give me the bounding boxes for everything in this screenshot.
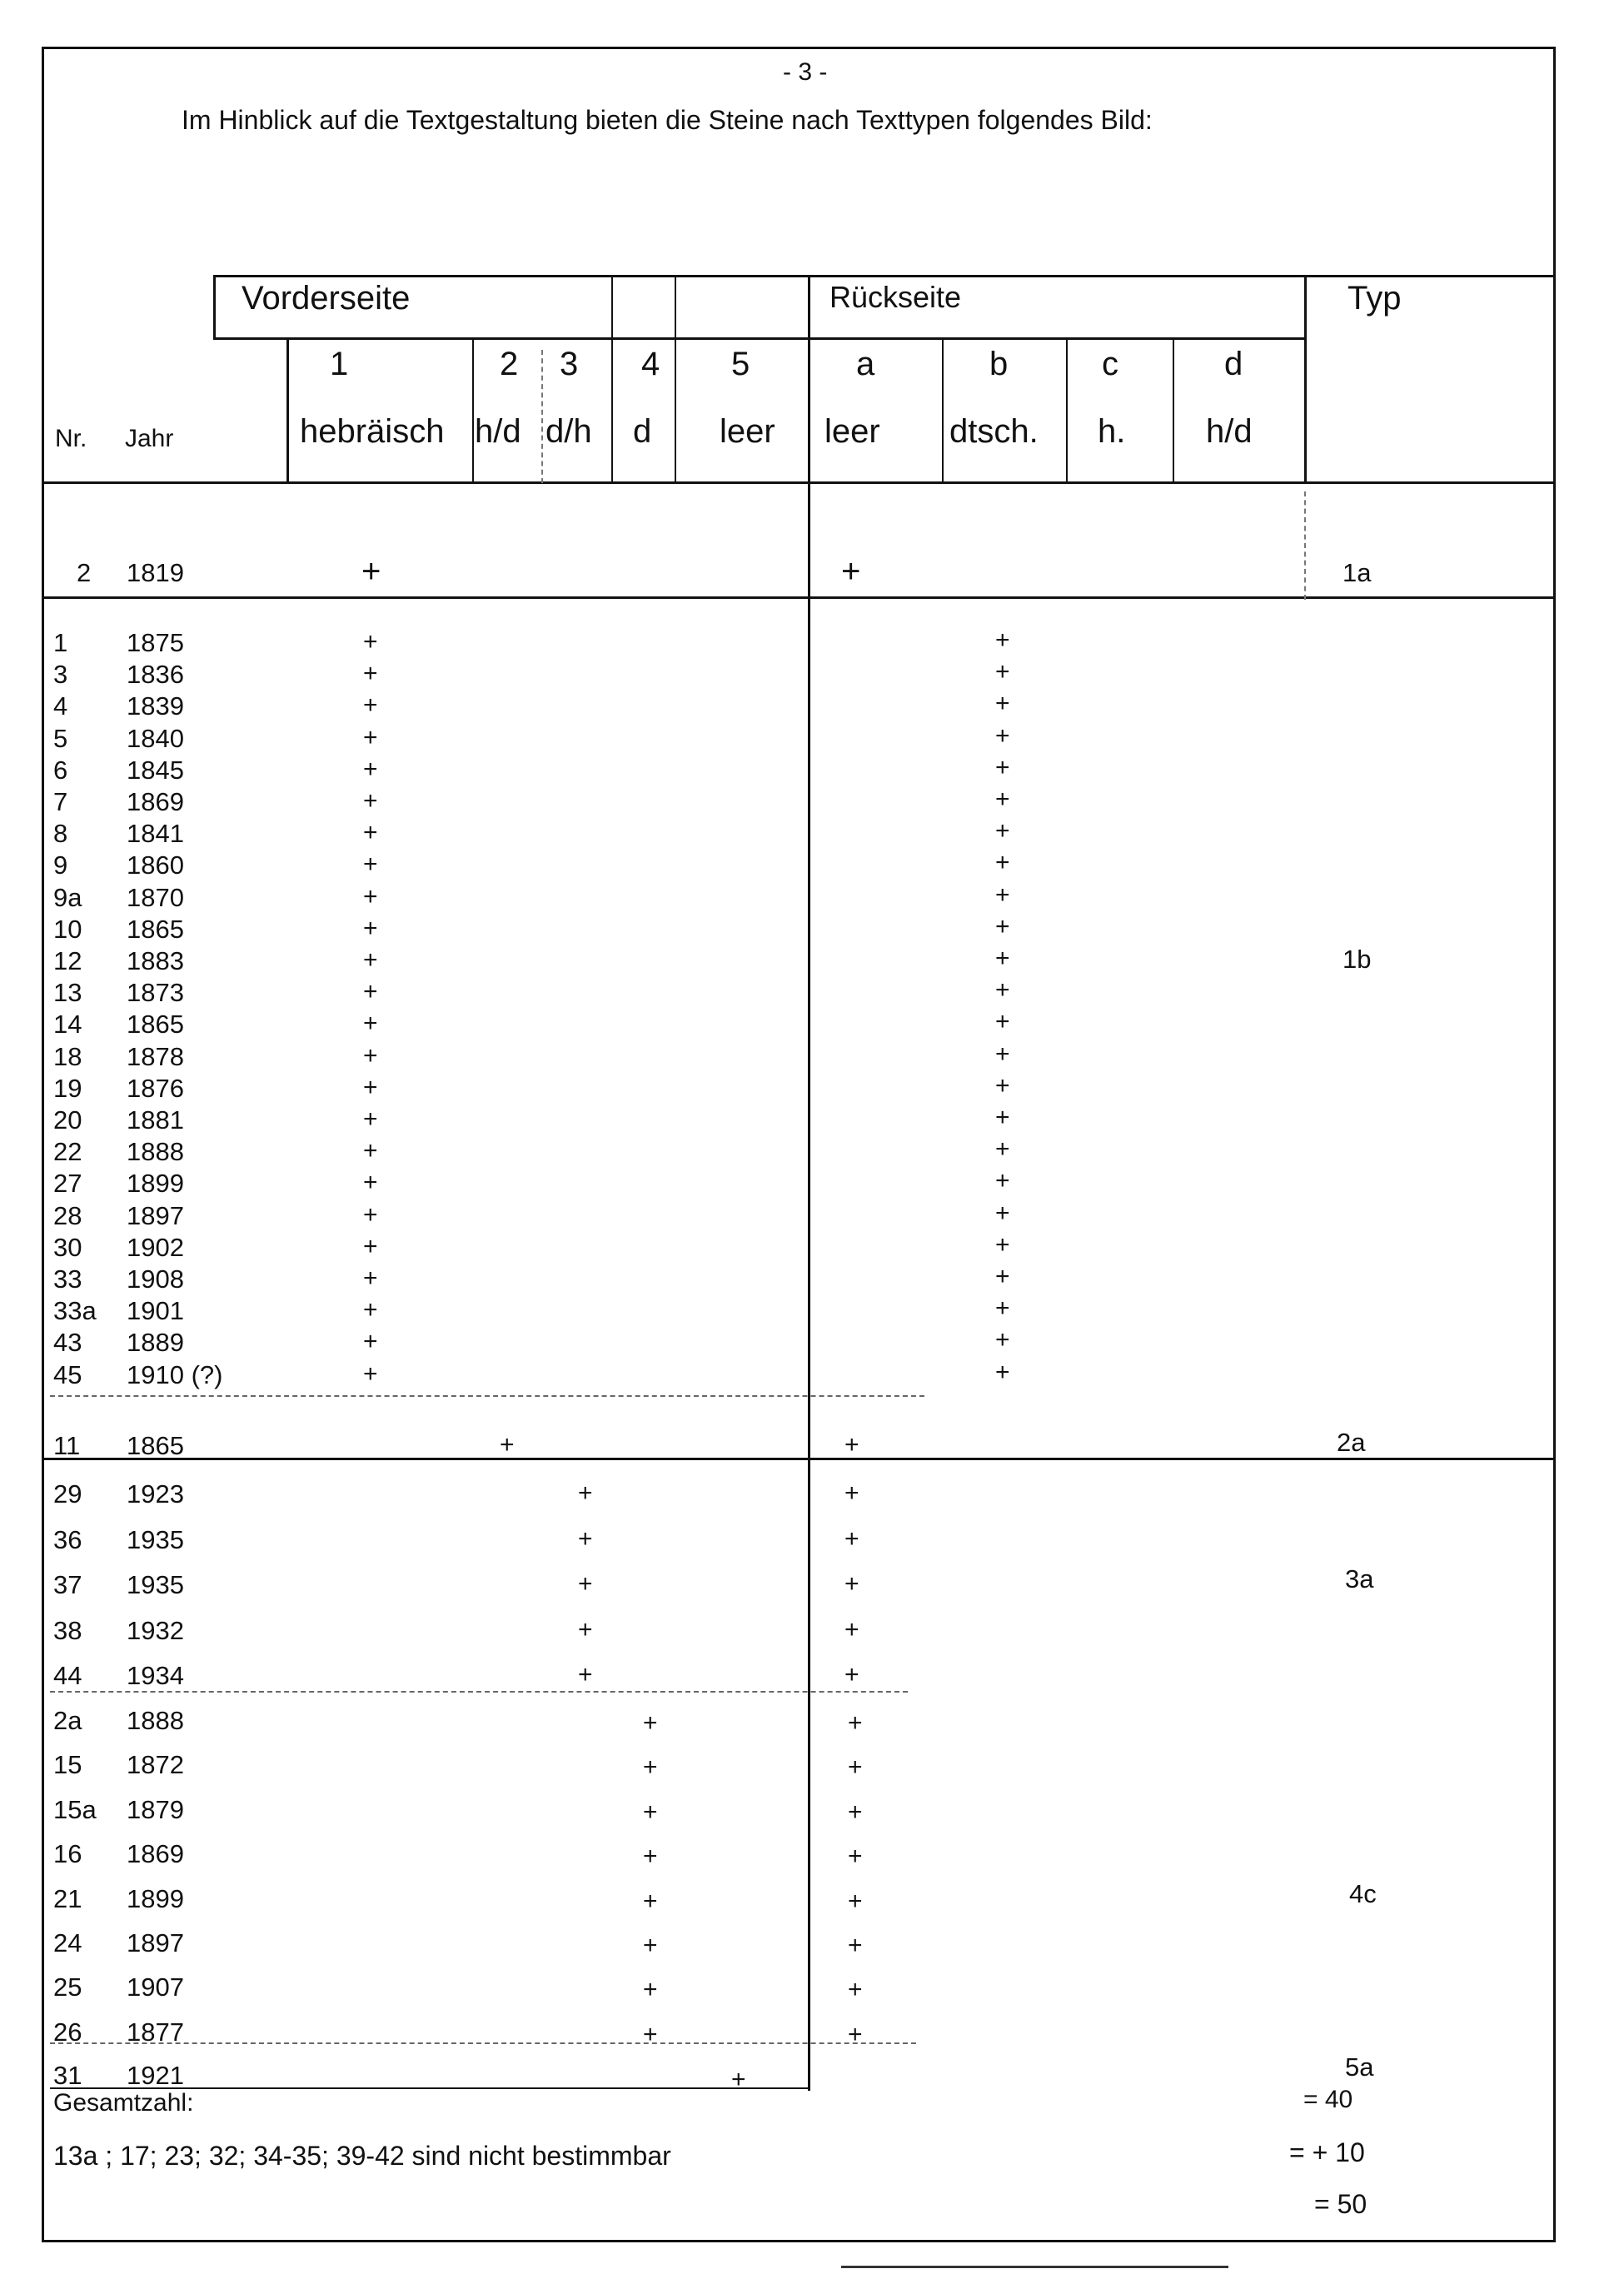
mark-d: + [643, 1887, 658, 1915]
row-jahr: 1899 [127, 1883, 184, 1913]
mark-rueck-leer: + [848, 1932, 863, 1959]
row-nr: 13 [53, 978, 82, 1008]
page-frame [42, 47, 1556, 2242]
mark-hebraeisch: + [363, 787, 378, 815]
col-d-letter: d [1224, 346, 1243, 382]
row-jahr: 1865 [127, 914, 184, 944]
col-4-number: 4 [641, 346, 660, 382]
row-nr: 22 [53, 1137, 82, 1167]
mark-dtsch: + [995, 880, 1010, 909]
row-nr: 33 [53, 1264, 82, 1294]
row-nr: 19 [53, 1073, 82, 1103]
row-jahr: 1910 (?) [127, 1359, 223, 1389]
mark-d: + [643, 1798, 658, 1826]
row-nr: 9a [53, 882, 82, 912]
typ-2a: 2a [1337, 1428, 1366, 1457]
row-nr: 4 [53, 691, 68, 721]
nicht-bestimmbar-note: 13a ; 17; 23; 32; 34-35; 39-42 sind nicht bestimmbar [53, 2141, 671, 2171]
mark-rueck-leer: + [844, 1661, 859, 1688]
mark-dtsch: + [995, 1358, 1010, 1386]
row-nr: 45 [53, 1359, 82, 1389]
mark-hebraeisch: + [363, 691, 378, 720]
col-1-label: hebräisch [300, 413, 445, 450]
row-jahr: 1872 [127, 1750, 184, 1780]
row-nr: 38 [53, 1615, 82, 1645]
typ-1a: 1a [1343, 558, 1372, 587]
row-jahr: 1888 [127, 1137, 184, 1167]
mark-hebraeisch: + [363, 1041, 378, 1070]
typ-3a: 3a [1345, 1564, 1374, 1593]
typ-5a: 5a [1345, 2052, 1374, 2082]
row-jahr: 1836 [127, 660, 184, 690]
nicht-bestimmbar-value: = + 10 [1289, 2137, 1365, 2167]
row-jahr: 1935 [127, 1524, 184, 1554]
row-jahr: 1899 [127, 1169, 184, 1199]
mark-hebraeisch: + [363, 723, 378, 751]
row-nr: 44 [53, 1661, 82, 1690]
mark-dtsch: + [995, 912, 1010, 940]
gesamtzahl-value: = 40 [1303, 2086, 1353, 2113]
gesamtzahl-label: Gesamtzahl: [53, 2089, 194, 2117]
mark-rueck-leer: + [848, 1843, 863, 1871]
row-jahr: 1865 [127, 1010, 184, 1040]
mark-dtsch: + [995, 1008, 1010, 1036]
mark-rueck-leer: + [844, 1524, 859, 1553]
mark-d: + [643, 1709, 658, 1737]
mark-dtsch: + [995, 1326, 1010, 1354]
mark-dtsch: + [995, 817, 1010, 845]
mark-d: + [643, 1843, 658, 1871]
mark-dtsch: + [995, 1071, 1010, 1100]
mark-dtsch: + [995, 658, 1010, 686]
row-jahr: 1878 [127, 1041, 184, 1071]
row-jahr: 1840 [127, 723, 184, 753]
row-jahr: 1879 [127, 1794, 184, 1824]
mark-hebraeisch: + [363, 1010, 378, 1038]
row-jahr: 1889 [127, 1328, 184, 1358]
row-jahr: 1841 [127, 819, 184, 849]
mark-dtsch: + [995, 1135, 1010, 1164]
header-typ: Typ [1348, 280, 1402, 317]
row-jahr: 1839 [127, 691, 184, 721]
row-nr: 37 [53, 1570, 82, 1599]
row-nr: 15a [53, 1794, 97, 1824]
row-jahr: 1877 [127, 2017, 184, 2047]
mark-hebraeisch: + [363, 1169, 378, 1197]
row-nr: 2a [53, 1706, 82, 1735]
mark-d: + [643, 1753, 658, 1782]
mark-d: + [643, 2020, 658, 2048]
row-jahr: 1883 [127, 946, 184, 975]
mark-hebraeisch: + [363, 1073, 378, 1101]
mark-dtsch: + [995, 1294, 1010, 1323]
row-jahr: 1873 [127, 978, 184, 1008]
col-b-letter: b [989, 346, 1009, 382]
mark-dtsch: + [995, 1167, 1010, 1195]
row-jahr: 1901 [127, 1296, 184, 1326]
row-nr: 15 [53, 1750, 82, 1780]
row-nr: 1 [53, 628, 68, 657]
mark-hebraeisch: + [363, 660, 378, 688]
mark-dtsch: + [995, 1199, 1010, 1227]
mark-hebraeisch: + [363, 1105, 378, 1133]
mark-rueck-leer: + [848, 1976, 863, 2004]
mark-hebraeisch: + [363, 978, 378, 1006]
mark-d: + [643, 1976, 658, 2004]
mark-d: + [643, 1932, 658, 1959]
mark-dtsch: + [995, 721, 1010, 750]
row-nr: 9 [53, 850, 68, 880]
col-a-label: leer [824, 413, 880, 450]
mark-hebraeisch: + [363, 1264, 378, 1292]
header-nr: Nr. [55, 425, 87, 452]
row-jahr: 1907 [127, 1972, 184, 2002]
header-vorderseite: Vorderseite [242, 280, 411, 317]
row-nr: 30 [53, 1232, 82, 1262]
total-value: = 50 [1314, 2189, 1367, 2219]
bottom-rule [841, 2266, 1228, 2268]
mark-hebraeisch: + [363, 755, 378, 783]
mark-hebraeisch: + [363, 946, 378, 974]
mark-dtsch: + [995, 976, 1010, 1005]
mark-rueck-leer: + [848, 1709, 863, 1737]
mark-hebraeisch: + [363, 1232, 378, 1260]
col-5-number: 5 [731, 346, 750, 382]
col-a-letter: a [856, 346, 875, 382]
col-2-number: 2 [500, 346, 519, 382]
row-nr: 28 [53, 1200, 82, 1230]
row-jahr: 1908 [127, 1264, 184, 1294]
row-jahr: 1897 [127, 1200, 184, 1230]
mark-dtsch: + [995, 1263, 1010, 1290]
row-nr: 12 [53, 946, 82, 975]
typ-1b: 1b [1343, 945, 1372, 974]
row-nr: 27 [53, 1169, 82, 1199]
row-nr: 21 [53, 1883, 82, 1913]
mark-dtsch: + [995, 1104, 1010, 1131]
header-rueckseite: Rückseite [829, 280, 962, 314]
col-4-label: d [633, 413, 652, 450]
mark-d-h: + [578, 1479, 593, 1507]
mark-rueck-leer: + [848, 1798, 863, 1826]
row-jahr: 1934 [127, 1661, 184, 1690]
row-nr: 31 [53, 2061, 82, 2090]
row-jahr: 1865 [127, 1431, 184, 1460]
mark-dtsch: + [995, 1230, 1010, 1259]
mark-dtsch: + [995, 753, 1010, 781]
row-jahr: 1870 [127, 882, 184, 912]
mark-d-h: + [578, 1661, 593, 1688]
page-number: - 3 - [783, 58, 828, 86]
mark-d-h: + [578, 1570, 593, 1598]
col-c-letter: c [1102, 346, 1118, 382]
mark-rueck-leer: + [841, 553, 861, 590]
row-jahr: 1902 [127, 1232, 184, 1262]
col-c-label: h. [1098, 413, 1126, 450]
mark-hebraeisch: + [363, 850, 378, 879]
mark-dtsch: + [995, 785, 1010, 813]
mark-hebraeisch: + [363, 882, 378, 910]
col-3-number: 3 [560, 346, 579, 382]
row-jahr: 1845 [127, 755, 184, 785]
row-nr: 25 [53, 1972, 82, 2002]
row-nr: 20 [53, 1105, 82, 1135]
mark-rueck-leer: + [848, 1753, 863, 1782]
mark-hebraeisch: + [363, 914, 378, 942]
row-jahr: 1869 [127, 787, 184, 816]
row-nr: 33a [53, 1296, 97, 1326]
mark-hebraeisch: + [363, 1296, 378, 1324]
mark-dtsch: + [995, 849, 1010, 877]
row-jahr: 1932 [127, 1615, 184, 1645]
row-nr: 5 [53, 723, 68, 753]
row-nr: 18 [53, 1041, 82, 1071]
col-2-label: h/d [475, 413, 521, 450]
mark-rueck-leer: + [848, 2020, 863, 2048]
mark-d-h: + [578, 1524, 593, 1553]
row-jahr: 1869 [127, 1839, 184, 1869]
mark-leer: + [731, 2066, 746, 2093]
row-nr: 3 [53, 660, 68, 690]
col-d-label: h/d [1206, 413, 1253, 450]
row-nr: 16 [53, 1839, 82, 1869]
col-b-label: dtsch. [949, 413, 1039, 450]
mark-hebraeisch: + [363, 1137, 378, 1165]
row-nr: 7 [53, 787, 68, 816]
row-jahr: 1875 [127, 628, 184, 657]
col-5-label: leer [720, 413, 775, 450]
mark-rueck-leer: + [844, 1570, 859, 1598]
row-jahr: 1923 [127, 1479, 184, 1509]
mark-dtsch: + [995, 945, 1010, 972]
row-nr: 43 [53, 1328, 82, 1358]
col-1-number: 1 [330, 346, 349, 382]
mark-hebraeisch: + [361, 553, 381, 590]
mark-hebraeisch: + [363, 628, 378, 656]
mark-hebraeisch: + [363, 1359, 378, 1388]
row-nr: 36 [53, 1524, 82, 1554]
col-3-label: d/h [545, 413, 592, 450]
row-nr: 10 [53, 914, 82, 944]
mark-rueck-leer: + [844, 1431, 859, 1459]
row-nr: 24 [53, 1928, 82, 1957]
page-heading: Im Hinblick auf die Textgestaltung bieten die Steine nach Texttypen folgendes Bild: [182, 105, 1153, 135]
mark-h-d: + [500, 1431, 515, 1459]
row-jahr: 1935 [127, 1570, 184, 1599]
mark-dtsch: + [995, 690, 1010, 718]
mark-dtsch: + [995, 1040, 1010, 1068]
row-nr: 29 [53, 1479, 82, 1509]
mark-rueck-leer: + [848, 1887, 863, 1915]
mark-d-h: + [578, 1615, 593, 1643]
header-jahr: Jahr [125, 425, 174, 452]
row-jahr: 1819 [127, 558, 184, 587]
mark-hebraeisch: + [363, 1200, 378, 1229]
row-nr: 6 [53, 755, 68, 785]
typ-4c: 4c [1349, 1879, 1377, 1908]
row-nr: 2 [77, 558, 92, 587]
row-jahr: 1881 [127, 1105, 184, 1135]
mark-hebraeisch: + [363, 1328, 378, 1356]
row-nr: 8 [53, 819, 68, 849]
mark-dtsch: + [995, 626, 1010, 654]
row-jahr: 1897 [127, 1928, 184, 1957]
row-jahr: 1876 [127, 1073, 184, 1103]
row-nr: 11 [53, 1431, 81, 1460]
mark-rueck-leer: + [844, 1479, 859, 1507]
row-nr: 26 [53, 2017, 82, 2047]
row-jahr: 1888 [127, 1706, 184, 1735]
mark-rueck-leer: + [844, 1615, 859, 1643]
row-nr: 14 [53, 1010, 82, 1040]
row-jahr: 1921 [127, 2061, 184, 2090]
row-jahr: 1860 [127, 850, 184, 880]
mark-hebraeisch: + [363, 819, 378, 847]
